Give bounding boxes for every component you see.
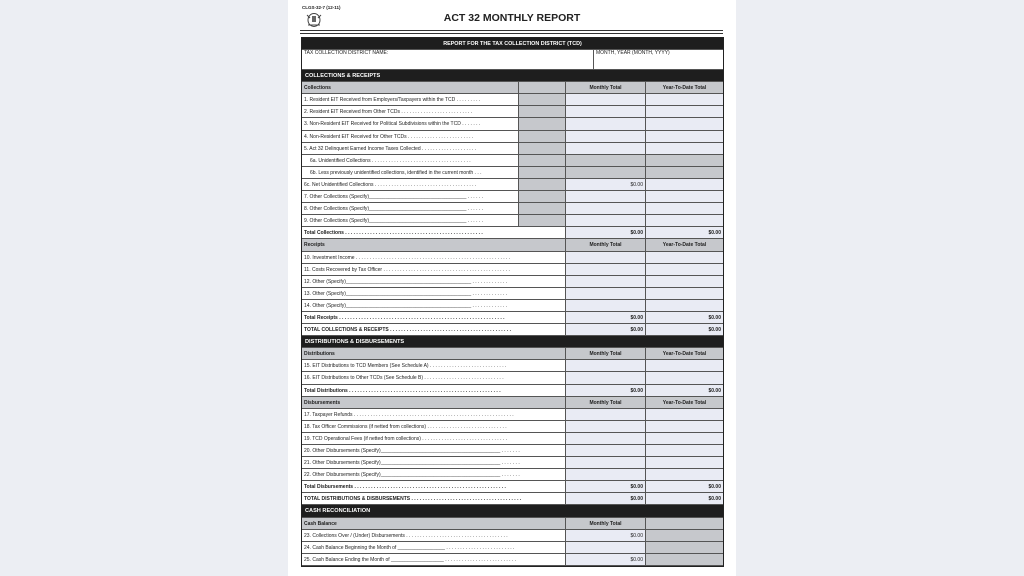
line-item-row (302, 252, 723, 264)
row-label: 20. Other Disbursements (Specify)___________________________________________ . . . . . . . (302, 445, 566, 457)
title-rule (300, 30, 723, 31)
row-label: 3. Non-Resident EIT Received for Political Subdivisions within the TCD . . . . . . . (302, 118, 519, 130)
row-label: 19. TCD Operational Fees (if netted from collections) . . . . . . . . . . . . . . . . . . . . . . . . . . . . . . . (302, 433, 566, 445)
line-item-row (302, 155, 723, 167)
spacer-cell (519, 191, 566, 203)
col-ytd-header: Year-To-Date Total (646, 82, 723, 94)
spacer-cell (519, 82, 566, 94)
row-label: 15. EIT Distributions to TCD Members (See Schedule A) . . . . . . . . . . . . . . . . . . . . . . . . . . . . (302, 360, 566, 372)
line-item-row (302, 94, 723, 106)
row-label: 6a. Unidentified Collections . . . . . . . . . . . . . . . . . . . . . . . . . . . . . . . . . . . . (302, 155, 519, 167)
row-label: TOTAL DISTRIBUTIONS & DISBURSEMENTS . . . . . . . . . . . . . . . . . . . . . . . . . . . . . . . . . . . . . . . . (302, 493, 566, 505)
page-title: ACT 32 MONTHLY REPORT (443, 12, 581, 24)
spacer-cell (519, 94, 566, 106)
line-item-row (302, 421, 723, 433)
line-item-row (302, 360, 723, 372)
monthly-amount-field[interactable] (566, 421, 646, 433)
line-item-row (302, 542, 723, 554)
month-year-field[interactable] (594, 50, 723, 70)
row-label: 9. Other Collections (Specify)___________________________________ . . . . . . (302, 215, 519, 227)
spacer-cell (519, 131, 566, 143)
report-form (301, 37, 724, 567)
ytd-amount-field[interactable]: $0.00 (646, 227, 723, 239)
monthly-amount-field[interactable] (566, 542, 646, 554)
row-label: 16. EIT Distributions to Other TCDs (See Schedule B) . . . . . . . . . . . . . . . . . . . . . . . . . . . . . (302, 372, 566, 384)
distributions-header-row (302, 348, 723, 360)
monthly-amount-field[interactable] (566, 143, 646, 155)
monthly-amount-field[interactable]: $0.00 (566, 493, 646, 505)
title-rule-thin (300, 33, 723, 34)
disbursements-header-row (302, 397, 723, 409)
monthly-amount-field[interactable] (566, 131, 646, 143)
line-item-row (302, 276, 723, 288)
ytd-amount-field[interactable] (646, 264, 723, 276)
cash-header-row (302, 518, 723, 530)
ytd-amount-field[interactable] (646, 215, 723, 227)
line-item-row (302, 457, 723, 469)
line-item-row (302, 143, 723, 155)
line-item-row (302, 264, 723, 276)
distributions-subheader: Distributions (302, 348, 566, 360)
ytd-amount-field[interactable] (646, 421, 723, 433)
monthly-amount-field[interactable] (566, 409, 646, 421)
row-label: 6c. Net Unidentified Collections . . . . . . . . . . . . . . . . . . . . . . . . . . . . . . . . . . . . . (302, 179, 519, 191)
ytd-amount-field[interactable] (646, 131, 723, 143)
ytd-amount-field (646, 167, 723, 179)
monthly-amount-field[interactable] (566, 372, 646, 384)
spacer-cell (646, 542, 723, 554)
row-label: 25. Cash Balance Ending the Month of ___________________ . . . . . . . . . . . . . . . . . . . . . . . . . . (302, 554, 566, 566)
total-disbursements-row (302, 481, 723, 493)
ytd-amount-field (646, 155, 723, 167)
line-item-row (302, 530, 723, 542)
disbursements-subheader: Disbursements (302, 397, 566, 409)
spacer-cell (519, 203, 566, 215)
col-ytd-header: Year-To-Date Total (646, 397, 723, 409)
monthly-amount-field[interactable]: $0.00 (566, 385, 646, 397)
row-label: Total Receipts . . . . . . . . . . . . . . . . . . . . . . . . . . . . . . . . . . . . . . . . . . . . . . . . . . . . . . . . . . . . (302, 312, 566, 324)
ytd-amount-field[interactable] (646, 409, 723, 421)
line-item-row (302, 372, 723, 384)
line-item-row (302, 300, 723, 312)
spacer-cell (519, 167, 566, 179)
total-collections-receipts-row (302, 324, 723, 336)
section-cash-reconciliation: CASH RECONCILIATION (302, 505, 723, 517)
row-label: Total Distributions . . . . . . . . . . . . . . . . . . . . . . . . . . . . . . . . . . . . . . . . . . . . . . . . . . . . . . . (302, 385, 566, 397)
line-item-row (302, 179, 723, 191)
monthly-amount-field[interactable] (566, 288, 646, 300)
monthly-amount-field[interactable] (566, 276, 646, 288)
col-monthly-header: Monthly Total (566, 397, 646, 409)
row-label: 14. Other (Specify)_____________________________________________ . . . . . . . . . . . . . (302, 300, 566, 312)
report-page (288, 0, 736, 576)
line-item-row (302, 469, 723, 481)
cash-balance-subheader: Cash Balance (302, 518, 566, 530)
row-label: 7. Other Collections (Specify)___________________________________ . . . . . . (302, 191, 519, 203)
row-label: 5. Act 32 Delinquent Earned Income Taxes Collected . . . . . . . . . . . . . . . . . . . . (302, 143, 519, 155)
ytd-amount-field[interactable]: $0.00 (646, 493, 723, 505)
row-label: 18. Tax Officer Commissions (if netted from collections) . . . . . . . . . . . . . . . . . . . . . . . . . . . . . (302, 421, 566, 433)
spacer-cell (646, 518, 723, 530)
row-label: 11. Costs Recovered by Tax Officer . . . . . . . . . . . . . . . . . . . . . . . . . . . . . . . . . . . . . . . . . . . . . . (302, 264, 566, 276)
monthly-amount-field[interactable] (566, 191, 646, 203)
line-item-row (302, 215, 723, 227)
ytd-amount-field[interactable] (646, 469, 723, 481)
row-label: 1. Resident EIT Received from Employers/Taxpayers within the TCD . . . . . . . . . (302, 94, 519, 106)
row-label: TOTAL COLLECTIONS & RECEIPTS . . . . . . . . . . . . . . . . . . . . . . . . . . . . . . . . . . . . . . . . . . . . (302, 324, 566, 336)
row-label: 2. Resident EIT Received from Other TCDs . . . . . . . . . . . . . . . . . . . . . . . . . . (302, 106, 519, 118)
ytd-amount-field[interactable] (646, 276, 723, 288)
section-collections-receipts: COLLECTIONS & RECEIPTS (302, 70, 723, 82)
monthly-amount-field[interactable]: $0.00 (566, 530, 646, 542)
line-item-row (302, 106, 723, 118)
ytd-amount-field[interactable] (646, 457, 723, 469)
ytd-amount-field[interactable] (646, 143, 723, 155)
spacer-cell (519, 155, 566, 167)
row-label: 22. Other Disbursements (Specify)___________________________________________ . . . . . . . (302, 469, 566, 481)
row-label: 21. Other Disbursements (Specify)___________________________________________ . . . . . . . (302, 457, 566, 469)
total-collections-row (302, 227, 723, 239)
monthly-amount-field[interactable] (566, 433, 646, 445)
total-distributions-disbursements-row (302, 493, 723, 505)
col-monthly-header: Monthly Total (566, 239, 646, 251)
monthly-amount-field[interactable]: $0.00 (566, 227, 646, 239)
row-label: Total Collections . . . . . . . . . . . . . . . . . . . . . . . . . . . . . . . . . . . . . . . . . . . . . . . . . . (302, 227, 566, 239)
ytd-amount-field[interactable] (646, 179, 723, 191)
row-label: 10. Investment Income . . . . . . . . . . . . . . . . . . . . . . . . . . . . . . . . . . . . . . . . . . . . . . . . . . . . . . . . (302, 252, 566, 264)
monthly-amount-field (566, 167, 646, 179)
ytd-amount-field[interactable] (646, 288, 723, 300)
form-number: CLGS-32-7 (12-11) (302, 5, 341, 10)
collections-header-row (302, 82, 723, 94)
monthly-amount-field[interactable] (566, 445, 646, 457)
collections-subheader: Collections (302, 82, 519, 94)
line-item-row (302, 409, 723, 421)
receipts-subheader: Receipts (302, 239, 566, 251)
ytd-amount-field[interactable] (646, 118, 723, 130)
tcd-header: REPORT FOR THE TAX COLLECTION DISTRICT (TCD) (302, 38, 723, 50)
row-label: 12. Other (Specify)_____________________________________________ . . . . . . . . . . . . . (302, 276, 566, 288)
ytd-amount-field[interactable] (646, 252, 723, 264)
ytd-amount-field[interactable] (646, 372, 723, 384)
monthly-amount-field[interactable] (566, 469, 646, 481)
col-monthly-header: Monthly Total (566, 348, 646, 360)
line-item-row (302, 203, 723, 215)
tcd-name-label: TAX COLLECTION DISTRICT NAME: (304, 50, 389, 57)
line-item-row (302, 167, 723, 179)
ytd-amount-field[interactable] (646, 94, 723, 106)
monthly-amount-field[interactable] (566, 106, 646, 118)
line-item-row (302, 554, 723, 566)
ytd-amount-field[interactable]: $0.00 (646, 385, 723, 397)
line-item-row (302, 118, 723, 130)
line-item-row (302, 131, 723, 143)
spacer-cell (519, 118, 566, 130)
ytd-amount-field[interactable]: $0.00 (646, 481, 723, 493)
ytd-amount-field[interactable]: $0.00 (646, 312, 723, 324)
monthly-amount-field[interactable] (566, 300, 646, 312)
ytd-amount-field[interactable] (646, 433, 723, 445)
ytd-amount-field[interactable] (646, 360, 723, 372)
monthly-amount-field[interactable] (566, 360, 646, 372)
line-item-row (302, 433, 723, 445)
monthly-amount-field[interactable] (566, 252, 646, 264)
total-receipts-row (302, 312, 723, 324)
section-distributions-disbursements: DISTRIBUTIONS & DISBURSEMENTS (302, 336, 723, 348)
row-label: 23. Collections Over / (Under) Disbursements . . . . . . . . . . . . . . . . . . . . . . . . . . . . . . . . . . . . . (302, 530, 566, 542)
spacer-cell (519, 143, 566, 155)
row-label: 24. Cash Balance Beginning the Month of _________________ . . . . . . . . . . . . . . . . . . . . . . . . . (302, 542, 566, 554)
row-label: 13. Other (Specify)_____________________________________________ . . . . . . . . . . . . . (302, 288, 566, 300)
line-item-row (302, 191, 723, 203)
month-year-label: MONTH, YEAR (MONTH, YYYY) (596, 50, 670, 57)
monthly-amount-field[interactable] (566, 457, 646, 469)
spacer-cell (519, 106, 566, 118)
row-label: 17. Taxpayer Refunds . . . . . . . . . . . . . . . . . . . . . . . . . . . . . . . . . . . . . . . . . . . . . . . . . . . . . . . . . . (302, 409, 566, 421)
spacer-cell (519, 179, 566, 191)
monthly-amount-field[interactable] (566, 215, 646, 227)
monthly-amount-field[interactable]: $0.00 (566, 324, 646, 336)
ytd-amount-field[interactable] (646, 300, 723, 312)
ytd-amount-field[interactable] (646, 191, 723, 203)
ytd-amount-field[interactable]: $0.00 (646, 324, 723, 336)
ytd-amount-field[interactable] (646, 106, 723, 118)
line-item-row (302, 288, 723, 300)
monthly-amount-field[interactable]: $0.00 (566, 312, 646, 324)
row-label: 6b. Less previously unidentified collections, identified in the current month . . . (302, 167, 519, 179)
row-label: 8. Other Collections (Specify)___________________________________ . . . . . . (302, 203, 519, 215)
line-item-row (302, 445, 723, 457)
spacer-cell (519, 215, 566, 227)
total-distributions-row (302, 385, 723, 397)
monthly-amount-field[interactable] (566, 118, 646, 130)
receipts-header-row (302, 239, 723, 251)
ytd-amount-field[interactable] (646, 203, 723, 215)
monthly-amount-field[interactable] (566, 203, 646, 215)
monthly-amount-field[interactable]: $0.00 (566, 179, 646, 191)
col-ytd-header: Year-To-Date Total (646, 348, 723, 360)
row-label: 4. Non-Resident EIT Received for Other TCDs . . . . . . . . . . . . . . . . . . . . . . . . (302, 131, 519, 143)
monthly-amount-field[interactable]: $0.00 (566, 554, 646, 566)
monthly-amount-field[interactable] (566, 264, 646, 276)
monthly-amount-field (566, 155, 646, 167)
row-label: Total Disbursements . . . . . . . . . . . . . . . . . . . . . . . . . . . . . . . . . . . . . . . . . . . . . . . . . . . . . . . (302, 481, 566, 493)
monthly-amount-field[interactable]: $0.00 (566, 481, 646, 493)
spacer-cell (646, 530, 723, 542)
col-monthly-header: Monthly Total (566, 82, 646, 94)
tcd-name-field[interactable] (302, 50, 594, 70)
monthly-amount-field[interactable] (566, 94, 646, 106)
spacer-cell (646, 554, 723, 566)
ytd-amount-field[interactable] (646, 445, 723, 457)
col-monthly-header: Monthly Total (566, 518, 646, 530)
col-ytd-header: Year-To-Date Total (646, 239, 723, 251)
